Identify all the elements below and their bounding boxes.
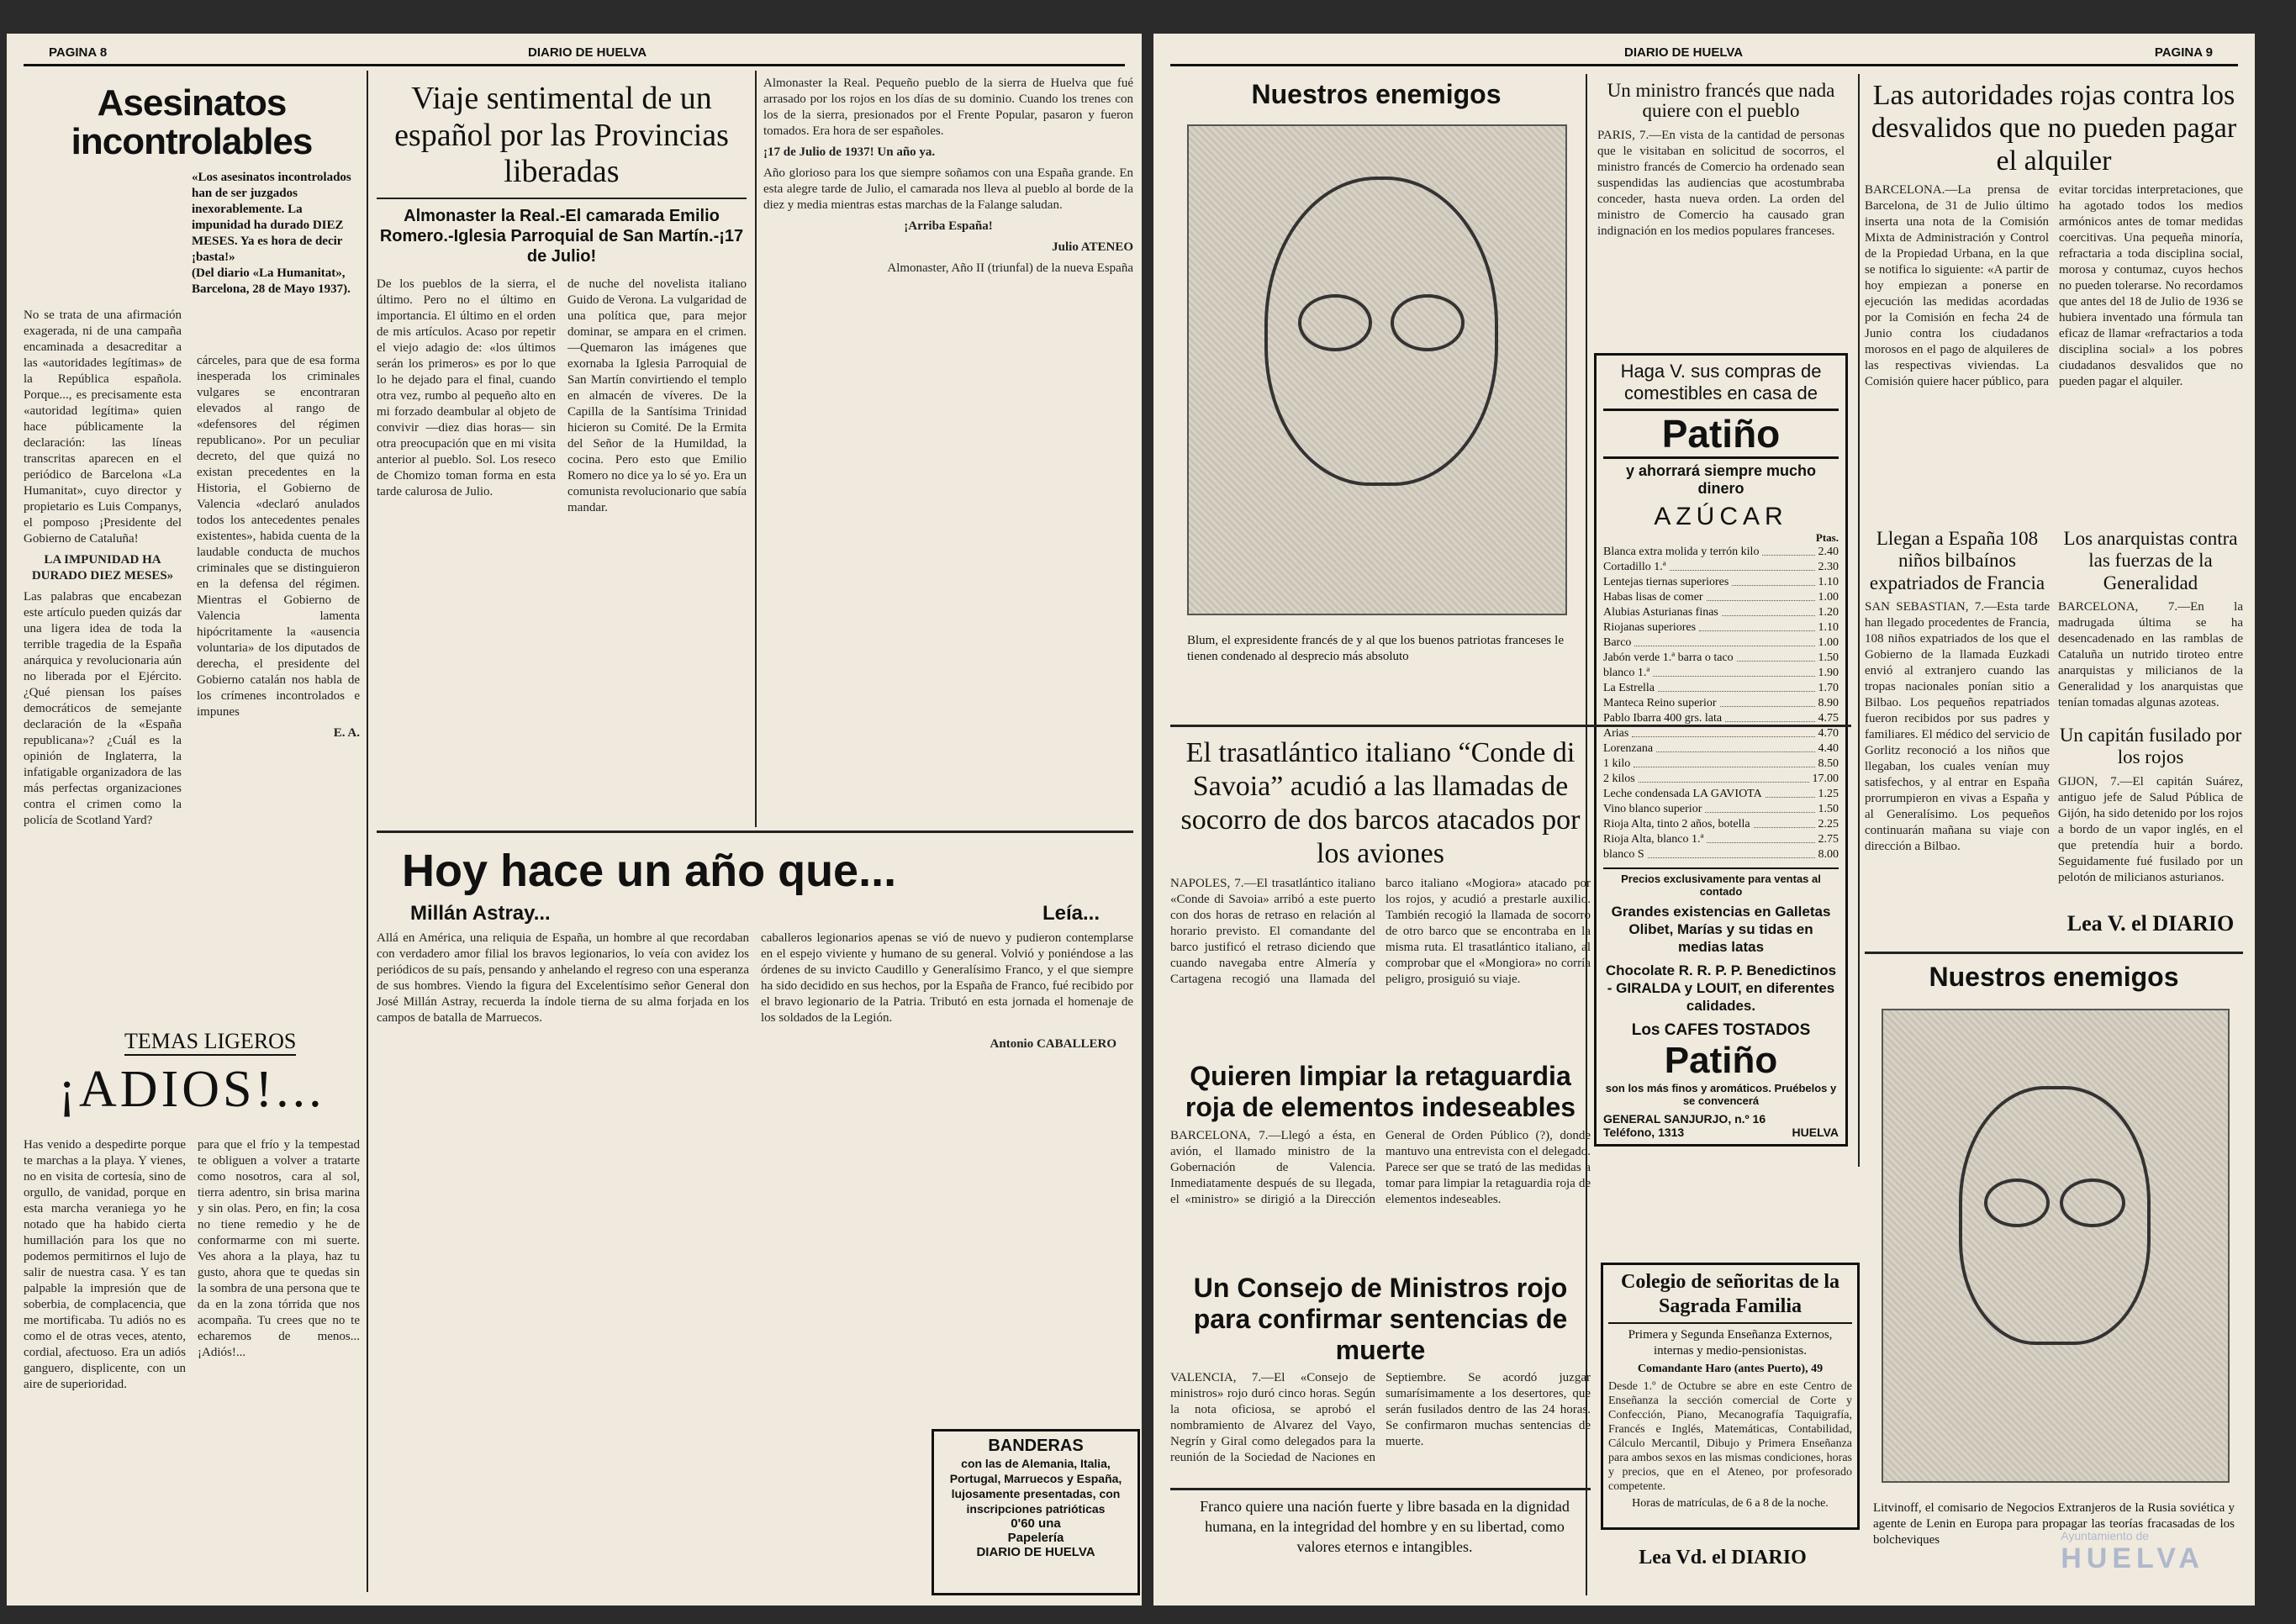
price-row <box>1603 666 1839 681</box>
price-dots <box>1725 711 1814 722</box>
price-row <box>1603 605 1839 620</box>
litvinoff-glasses-left <box>1984 1178 2050 1227</box>
banderas-price: 0'60 una <box>1011 1516 1061 1531</box>
price-item-value: 8.00 <box>1818 847 1839 861</box>
asesinatos-subhead: LA IMPUNIDAD HA DURADO DIEZ MESES» <box>31 553 174 583</box>
price-dots <box>1658 681 1814 692</box>
viaje-headline: Viaje sentimental de un español por las Provincias liberadas <box>394 81 729 190</box>
banderas-ad <box>932 1429 1140 1595</box>
viaje-subhead: Almonaster la Real.-El camarada Emilio Romero.-Iglesia Parroquial de San Martín.-¡17 de Julio! <box>379 207 744 266</box>
price-item-name: Lentejas tiernas superiores <box>1603 575 1729 588</box>
asesinatos-signature: E. A. <box>333 726 360 740</box>
asesinatos-column-2 <box>197 348 360 746</box>
left-newspaper-page <box>7 34 1142 1606</box>
price-row <box>1603 726 1839 741</box>
asesinatos-quote: «Los asesinatos incontrolados han de ser juzgados inexorablemente. La impunidad ha durado DIEZ MESES. Ya es hora de decir ¡basta!» <box>192 171 351 265</box>
price-item-value: 1.00 <box>1818 590 1839 604</box>
price-dots <box>1737 651 1815 662</box>
price-dots <box>1632 726 1814 737</box>
patino-coffee: Los CAFES TOSTADOS <box>1631 1021 1811 1040</box>
viaje-body-2: de nuche del novelista italiano Guido de Verona. La vulgaridad de una política que, para mejor dominar, se ampara en el crimen. —Quemaron las imágenes que exornaba la Iglesia Parroquial de San Martín convirtiendo el templo en almacén de víveres. De la Capilla de la Santísima Trinidad hicieron su Comité. De la Ermita del Señor de la Humildad, la cocina. Pero esto que Emilio Romero no dice ya lo sé yo. Era un comunista revolucionario que sabía mandar. <box>567 277 747 515</box>
price-row <box>1603 681 1839 696</box>
patino-line-1: Grandes existencias en Galletas Olibet, Marías y su tidas en medias latas <box>1611 903 1831 956</box>
price-item-value: 1.25 <box>1818 787 1839 800</box>
viaje-signature-2: Almonaster, Año II (triunfal) de la nueva España <box>887 261 1133 275</box>
viaje-rule <box>377 198 747 199</box>
price-dots <box>1720 696 1815 707</box>
patino-brand: Patiño <box>1603 409 1839 459</box>
price-row <box>1603 772 1839 787</box>
left-column-rule-2 <box>755 71 757 827</box>
ninos-body: SAN SEBASTIAN, 7.—Esta tarde han llegado procedentes de Francia, 108 niños expatriados de los que el Gobierno de la llamada Euzkadi envió al extranjero cuando las tropas nacionales ponían sitio a Bilbao. Los pequeños repatriados fueron recibidos por sus padres y familiares. El médico del servicio de Gorlitz reconoció a los niños que llegaban, los cuales venían muy satisfechos, y al entrar en España prorrumpieron en vivas a España y al Generalísimo. Los pequeños continuarán mañana su viaje con dirección a Bilbao. <box>1865 600 2050 854</box>
colegio-headline: Colegio de señoritas de la Sagrada Familia <box>1608 1270 1852 1324</box>
banderas-seller: Papelería <box>1007 1531 1064 1545</box>
patino-price-list <box>1603 545 1839 862</box>
price-dots <box>1754 817 1815 828</box>
colegio-body: Desde 1.º de Octubre se abre en este Centro de Enseñanza la sección comercial de Corte y Confección, Piano, Mecanografía Taquigrafía, Francés e Inglés, Matemáticas, Contabilidad, Cálculo Mercantil, Dibujo y Primera Enseñanza para ambos sexos en las mismas condiciones, horas y precios, que en el Ateneo, por profesorado competente. <box>1608 1379 1852 1493</box>
price-dots <box>1656 741 1814 752</box>
capitan-body: GIJON, 7.—El capitán Suárez, antiguo jefe de Salud Pública de Gijón, ha sido detenido por los rojos a bordo de un vapor inglés, en el que pretendía huir a bordo. Seguidamente fué fusilado por un pelotón de milicianos asturianos. <box>2058 774 2243 884</box>
autoridades-body: BARCELONA.—La prensa de Barcelona, de 31 de Julio último inserta una nota de la Comisión Mixta de Administración y Control de la Propiedad Urbana, en la que se notifica lo siguiente: «A partir de hoy empiezan a ponerse en ejecución las medidas acordadas por la Comisión en fecha 24 de Junio contra los ciudadanos morosos en el pago de alquileres de las respectivas viviendas. La Comisión quiere hacer público, para evitar torcidas interpretaciones, que ha agotado todos los medios armónicos antes de tomar medidas coercitivas. Una pequeña minoría, refractaria a toda disciplina social, morosa y contumaz, cuyos hechos no pueden tolerarse. No recordamos que antes del 18 de Julio de 1936 se hubiera inventado una fórmula tan eficaz de llamar «refractarios a toda disciplina social» a los pobres ciudadanos desvalidos que no pueden pagar el alquiler. <box>1865 183 2243 389</box>
article-enemigos-litvinoff <box>1865 958 2243 1597</box>
viaje-body-4: Año glorioso para los que siempre soñamos con una España grande. En esta alegre tarde de Julio, el camarada nos lleva al pueblo al borde de la diez y media mientras estas marchas de la Falange saludan. <box>763 166 1133 212</box>
patino-brand-2: Patiño <box>1664 1040 1778 1082</box>
price-item-value: 1.10 <box>1818 575 1839 588</box>
right-page-number: PAGINA 9 <box>2154 45 2213 60</box>
quieren-body: BARCELONA, 7.—Llegó a ésta, en avión, el llamado ministro de la Gobernación de Valencia. Inmediatamente después de su llegada, el «ministro» se dirigió a la Dirección General de Orden Público (?), donde mantuvo una entrevista con el delegado. Parece ser que se trató de las medidas a tomar para limpiar la retaguardia roja de elementos indeseables. <box>1170 1128 1591 1206</box>
litvinoff-portrait-photo <box>1882 1009 2230 1483</box>
colegio-hours: Horas de matrículas, de 6 a 8 de la noche. <box>1632 1496 1829 1510</box>
price-item-name: Vino blanco superior <box>1603 802 1702 815</box>
watermark-line-2: HUELVA <box>2061 1542 2204 1574</box>
patino-tagline: y ahorrará siempre mucho dinero <box>1625 461 1817 497</box>
price-dots <box>1699 620 1814 631</box>
litvinoff-glasses-right <box>2060 1178 2125 1227</box>
patino-product: AZÚCAR <box>1654 502 1788 530</box>
capitan-headline: Un capitán fusilado por los rojos <box>2059 725 2242 768</box>
price-row <box>1603 635 1839 651</box>
enemigos2-caption: Litvinoff, el comisario de Negocios Extranjeros de la Rusia soviética y agente de Lenin en Europa para propagar las teorías fracasadas de los bolcheviques <box>1873 1501 2235 1547</box>
right-horizontal-rule-2 <box>1170 725 1851 727</box>
price-row <box>1603 757 1839 772</box>
price-item-name: Barco <box>1603 635 1632 649</box>
anarquistas-headline: Los anarquistas contra las fuerzas de la Generalidad <box>2063 528 2238 593</box>
price-row <box>1603 802 1839 817</box>
blum-portrait-photo <box>1187 124 1567 615</box>
price-row <box>1603 741 1839 757</box>
patino-line-2: Chocolate R. R. P. P. Benedictinos - GIRALDA y LOUIT, en diferentes calidades. <box>1605 962 1837 1015</box>
price-dots <box>1707 590 1815 601</box>
price-item-value: 17.00 <box>1812 772 1839 785</box>
price-item-name: Jabón verde 1.ª barra o taco <box>1603 651 1734 664</box>
franco-quote: Franco quiere una nación fuerte y libre basada en la dignidad humana, en la integridad del hombre y en su libertad, como valores eternos e intangibles. <box>1200 1498 1570 1555</box>
price-item-value: 8.50 <box>1818 757 1839 770</box>
price-item-value: 2.75 <box>1818 832 1839 846</box>
right-newspaper-page <box>1153 34 2255 1606</box>
price-item-value: 1.50 <box>1818 802 1839 815</box>
price-item-name: blanco 1.ª <box>1603 666 1650 679</box>
article-anarquistas <box>2058 528 2243 721</box>
asesinatos-quote-source: (Del diario «La Humanitat», Barcelona, 28 de Mayo 1937). <box>192 266 351 297</box>
price-item-name: La Estrella <box>1603 681 1655 694</box>
price-item-name: Alubias Asturianas finas <box>1603 605 1718 619</box>
price-row <box>1603 545 1839 560</box>
left-horizontal-rule <box>377 830 1133 833</box>
banderas-seller-2: DIARIO DE HUELVA <box>976 1545 1095 1559</box>
price-dots <box>1766 787 1815 798</box>
price-row <box>1603 832 1839 847</box>
price-row <box>1603 817 1839 832</box>
viaje-salute: ¡Arriba España! <box>904 219 993 233</box>
price-item-value: 4.70 <box>1818 726 1839 740</box>
asesinatos-column-1 <box>24 308 182 829</box>
patino-address: GENERAL SANJURJO, n.º 16 <box>1603 1112 1766 1126</box>
hoy-headline: Hoy hace un año que... <box>402 846 897 896</box>
price-item-name: Manteca Reino superior <box>1603 696 1717 709</box>
price-item-value: 2.25 <box>1818 817 1839 830</box>
viaje-body: De los pueblos de la sierra, el último. Pero no el último en importancia. El último en el orden de mis artículos. Acaso por repetir el viejo adagio de: «los últimos serán los primeros» es por lo que lo he dejado para el final, cuando otra vez, rumbo al pequeño alto en mi forzado deambular al objeto de convivir —diez dias horas— sin otra preocupación que en mi visita anterior al pueblo. Sol. Los reseco de Chomizo toman forma en esta tarde calurosa de Julio. <box>377 277 556 499</box>
price-item-value: 4.40 <box>1818 741 1839 755</box>
article-temas-ligeros <box>24 1026 360 1597</box>
article-viaje-continued <box>763 71 1133 827</box>
temas-body-2: para que el frío y la tempestad te obliguen a volver a tratarte como nosotros, cara al sol, tierra adentro, sin brisa marina y sin olas. Pero, en fin; la cosa no tiene remedio y he de conformarme con mi suerte. Ves ahora a la playa, haz tu gusto, ahora que te quedas sin la sombra de una persona que te da en la zona tórrida que nos acompaña. Tu crees que no te echaremos de menos... ¡Adiós!... <box>198 1138 360 1360</box>
right-page-header <box>1170 42 2238 66</box>
hoy-body-2: caballeros legionarios apenas se vió de nuevo y pudieron contemplarse en el espejo viviente y humano de su general. Volvió y poniéndose a las órdenes de su invicto Caudillo y Generalísimo Franco, y el que siempre ha sido decidido en sus hechos, por la España de Franco, fué recibido por el bravo legionario de la Patria. Tributó en esta jornada el homenaje de los soldados de la Legión. <box>761 931 1133 1025</box>
patino-lead: Haga V. sus compras de comestibles en casa de <box>1620 361 1822 404</box>
enemigos1-headline: Nuestros enemigos <box>1251 79 1502 109</box>
price-item-name: Habas lisas de comer <box>1603 590 1703 604</box>
enemigos2-headline: Nuestros enemigos <box>1929 962 2179 992</box>
left-page-number: PAGINA 8 <box>49 45 108 60</box>
colegio-address: Comandante Haro (antes Puerto), 49 <box>1637 1362 1824 1375</box>
viaje-date-line: ¡17 de Julio de 1937! Un año ya. <box>763 145 936 159</box>
price-dots <box>1705 802 1814 813</box>
price-item-value: 8.90 <box>1818 696 1839 709</box>
price-item-name: Arias <box>1603 726 1629 740</box>
hoy-body: Allá en América, una reliquia de España, un hombre al que recordaban con verdadero amor filial los bravos legionarios, lo veía con avidez los periódicos de su país, pensando y anhelando el regreso con una esperanza de sus hombres. Viendo la figura del Excelentísimo señor General don José Millán Astray, recuerda la índole tierna de su alma forjada en los campos de batalla de Marruecos. <box>377 931 749 1025</box>
price-dots <box>1732 575 1814 586</box>
price-item-value: 2.40 <box>1818 545 1839 558</box>
trasatlantico-body: NAPOLES, 7.—El trasatlántico italiano «Conde di Savoia» arribó a este puerto con dos horas de retraso en relación al horario previsto. El comandante del barco justificó el retraso diciendo que cuando navegaba entre Almería y Cartagena recogió una llamada del barco italiano «Mogiora» atacado por los rojos, y acudió a prestarle auxilio. También recogió la llamada de socorro de otro barco que se encontraba en la misma ruta. El trasatlántico italiano, al comprobar que el «Mongiora» no corría peligro, prosiguió su viaje. <box>1170 877 1591 987</box>
price-row <box>1603 651 1839 666</box>
price-row <box>1603 575 1839 590</box>
price-row <box>1603 590 1839 605</box>
patino-note: Precios exclusivamente para ventas al contado <box>1603 867 1839 898</box>
price-row <box>1603 560 1839 575</box>
price-row <box>1603 696 1839 711</box>
price-dots <box>1648 847 1815 858</box>
colegio-ad <box>1601 1263 1860 1530</box>
ninos-headline: Llegan a España 108 niños bilbaínos expatriados de Francia <box>1869 528 2045 593</box>
huelva-watermark <box>2061 1529 2204 1575</box>
price-item-name: Cortadillo 1.ª <box>1603 560 1666 573</box>
article-ninos-bilbainos <box>1865 528 2050 948</box>
price-dots <box>1707 832 1814 843</box>
price-row <box>1603 787 1839 802</box>
price-dots <box>1634 635 1814 646</box>
price-item-name: 1 kilo <box>1603 757 1631 770</box>
asesinatos-headline: Asesinatos incontrolables <box>71 82 313 163</box>
price-dots <box>1670 560 1815 571</box>
price-dots <box>1653 666 1814 677</box>
right-paper-title: DIARIO DE HUELVA <box>1624 45 1744 60</box>
article-asesinatos <box>24 71 360 1020</box>
hoy-subhead-left: Millán Astray... <box>410 901 551 925</box>
temas-kicker: TEMAS LIGEROS <box>124 1029 296 1056</box>
blum-glasses-left <box>1298 294 1372 351</box>
article-viaje-sentimental <box>377 71 747 827</box>
price-item-value: 4.75 <box>1818 711 1839 725</box>
price-item-name: Rioja Alta, blanco 1.ª <box>1603 832 1704 846</box>
temas-headline: ¡ADIOS!... <box>58 1061 325 1118</box>
article-consejo-ministros <box>1170 1268 1591 1486</box>
viaje-signature: Julio ATENEO <box>1052 240 1133 254</box>
right-horizontal-rule-3 <box>1170 1488 1591 1490</box>
asesinatos-body: No se trata de una afirmación exagerada, ni de una campaña encaminada a desacreditar a las «autoridades legítimas» de la República española. Porque..., es precisamente esta «autoridad legítima» quien hace públicamente la declaración: las líneas transcritas aparecen en el periódico de Barcelona «La Humanitat», cuyo director y propietario es Luis Companys, el pomposo ¡Presidente del Gobierno de Cataluña! <box>24 308 182 546</box>
price-dots <box>1634 757 1814 767</box>
price-item-name: Lorenzana <box>1603 741 1654 755</box>
price-item-value: 1.50 <box>1818 651 1839 664</box>
article-autoridades-rojas <box>1865 74 2243 519</box>
watermark-line-1: Ayuntamiento de <box>2061 1529 2150 1542</box>
blum-glasses-right <box>1391 294 1465 351</box>
price-item-value: 1.70 <box>1818 681 1839 694</box>
article-ministro-frances <box>1591 74 1851 385</box>
left-column-rule-1 <box>367 71 368 1592</box>
price-row <box>1603 847 1839 862</box>
quieren-headline: Quieren limpiar la retaguardia roja de elementos indeseables <box>1185 1061 1576 1122</box>
anarquistas-body: BARCELONA, 7.—En la madrugada última se ha desencadenado en las ramblas de Cataluña un nutrido tiroteo entre anarquistas y milicianos de la Generalidad y los anarquistas que tenían tomadas algunas azoteas. <box>2058 600 2243 710</box>
temas-body: Has venido a despedirte porque te marchas a la playa. Y vienes, no en visita de cortesía, sino de orgullo, de vanidad, porque en esta marcha veraniega yo he notado que ha habido cierta humillación para los que no podemos permitirnos el lujo de salir de nuestra casa. Y es tan palpable la impresión que de soberbia, de complacencia, que me mortificaba. Tu adiós no es como el de otras veces, atento, cordial, afectuoso. Era un adiós ganguero, displicente, con un aire de superioridad. <box>24 1138 186 1392</box>
patino-ad <box>1594 353 1848 1252</box>
price-item-name: Pablo Ibarra 400 grs. lata <box>1603 711 1723 725</box>
price-item-value: 1.10 <box>1818 620 1839 634</box>
enemigos1-caption: Blum, el expresidente francés de y al que los buenos patriotas franceses le tienen condenado al desprecio más absoluto <box>1187 634 1564 663</box>
left-page-header <box>24 42 1125 66</box>
patino-phone: Teléfono, 1313 <box>1603 1126 1685 1140</box>
consejo-body: VALENCIA, 7.—El «Consejo de ministros» rojo duró cinco horas. Según la nota oficiosa, se aprobó el nombramiento de Alvarez del Vayo, Negrín y Giral como delegados para la reunión de la Sociedad de Naciones en Septiembre. Se acordó juzgar sumarísimamente a los desertores, que serán fusilados dentro de las 24 horas. Se confirmaron muchas sentencias de muerte. <box>1170 1371 1591 1465</box>
lea-diario-box: Lea V. el DIARIO <box>2066 911 2235 936</box>
price-dots <box>1639 772 1809 783</box>
asesinatos-body-2: Las palabras que encabezan este artículo pueden quizás dar una ligera idea de toda la terrible tragedia de la España anárquica y revolucionaria aún no liberada por el Ejército. ¿Qué piensan los países democráticos de semejante declaración de la «España republicana»? ¿Cuál es la opinión de Inglaterra, la infatigable organizadora de las más perfectas organizaciones contra el crimen como la policía de Scotland Yard? <box>24 590 182 828</box>
price-item-name: Leche condensada LA GAVIOTA <box>1603 787 1762 800</box>
consejo-headline: Un Consejo de Ministros rojo para confirmar sentencias de muerte <box>1193 1273 1568 1365</box>
article-capitan-fusilado <box>2058 725 2243 910</box>
viaje-body-3: Almonaster la Real. Pequeño pueblo de la sierra de Huelva que fué arrasado por los rojos en los días de su dominio. Cuando los trenes con los de la sierra, presionados por el Frente Popular, pasaron y fueron tomados. Era hora de ser españoles. <box>763 76 1133 138</box>
ministro-headline: Un ministro francés que nada quiere con el pueblo <box>1607 80 1835 122</box>
right-column-rule-2 <box>1858 74 1860 1167</box>
ministro-body: PARIS, 7.—En vista de la cantidad de personas que le visitaban en solicitud de socorros, el ministro francés de Comercio ha ordenado sean suspendidas las audiencias que acostumbraba conceder, hasta nueva orden. La orden del ministro de Comercio ha causado gran indignación en los medios populares franceses. <box>1597 129 1845 239</box>
article-enemigos-blum <box>1170 74 1582 721</box>
article-quieren-limpiar <box>1170 1056 1591 1258</box>
autoridades-headline: Las autoridades rojas contra los desvalidos que no pueden pagar el alquiler <box>1871 80 2237 177</box>
price-item-name: Rioja Alta, tinto 2 años, botella <box>1603 817 1750 830</box>
lea-vd-diario: Lea Vd. el DIARIO <box>1639 1547 1807 1569</box>
trasatlantico-headline: El trasatlántico italiano “Conde di Savoia” acudió a las llamadas de socorro de dos barcos atacados por los aviones <box>1180 737 1581 870</box>
price-item-name: Riojanas superiores <box>1603 620 1697 634</box>
price-item-name: Blanca extra molida y terrón kilo <box>1603 545 1760 558</box>
banderas-text: con las de Alemania, Italia, Portugal, Marruecos y España, lujosamente presentadas, con inscripciones patrióticas <box>949 1457 1122 1516</box>
price-item-name: 2 kilos <box>1603 772 1635 785</box>
right-horizontal-rule-1 <box>1865 952 2243 954</box>
hoy-signature: Antonio CABALLERO <box>990 1036 1116 1051</box>
left-paper-title: DIARIO DE HUELVA <box>528 45 647 60</box>
price-dots <box>1762 545 1814 556</box>
asesinatos-body-3: cárceles, para que de esa forma inesperada los criminales vulgares se encontraran elevados al rango de «defensores del régimen republicano». Por un peculiar decreto, del que quizá no existan precedentes en la Historia, el Gobierno de Valencia «declaró anulados todos los antecedentes penales existentes», habida cuenta de la laudable conducta de muchos criminales que se distinguieron en la defensa del régimen. Mientras el Gobierno de Valencia lamenta hipócritamente la «ausencia voluntaria» de los diputados de derecha, el presidente del Gobierno catalán nos habla de los crímenes incontrolados e impunes <box>197 354 360 719</box>
banderas-title: BANDERAS <box>988 1437 1084 1455</box>
price-item-value: 1.00 <box>1818 635 1839 649</box>
patino-coffee-tag: son los más finos y aromáticos. Pruébelos y se convencerá <box>1605 1082 1837 1108</box>
price-item-value: 1.20 <box>1818 605 1839 619</box>
price-row <box>1603 620 1839 635</box>
litvinoff-face-outline <box>1959 1086 2151 1345</box>
price-item-value: 2.30 <box>1818 560 1839 573</box>
colegio-sub: Primera y Segunda Enseñanza Externos, internas y medio-pensionistas. <box>1628 1327 1833 1358</box>
price-item-value: 1.90 <box>1818 666 1839 679</box>
price-dots <box>1722 605 1815 616</box>
hoy-subhead-right: Leía... <box>1042 901 1100 925</box>
price-item-name: blanco S <box>1603 847 1644 861</box>
patino-city: HUELVA <box>1792 1126 1839 1140</box>
patino-price-unit: Ptas. <box>1815 530 1839 544</box>
